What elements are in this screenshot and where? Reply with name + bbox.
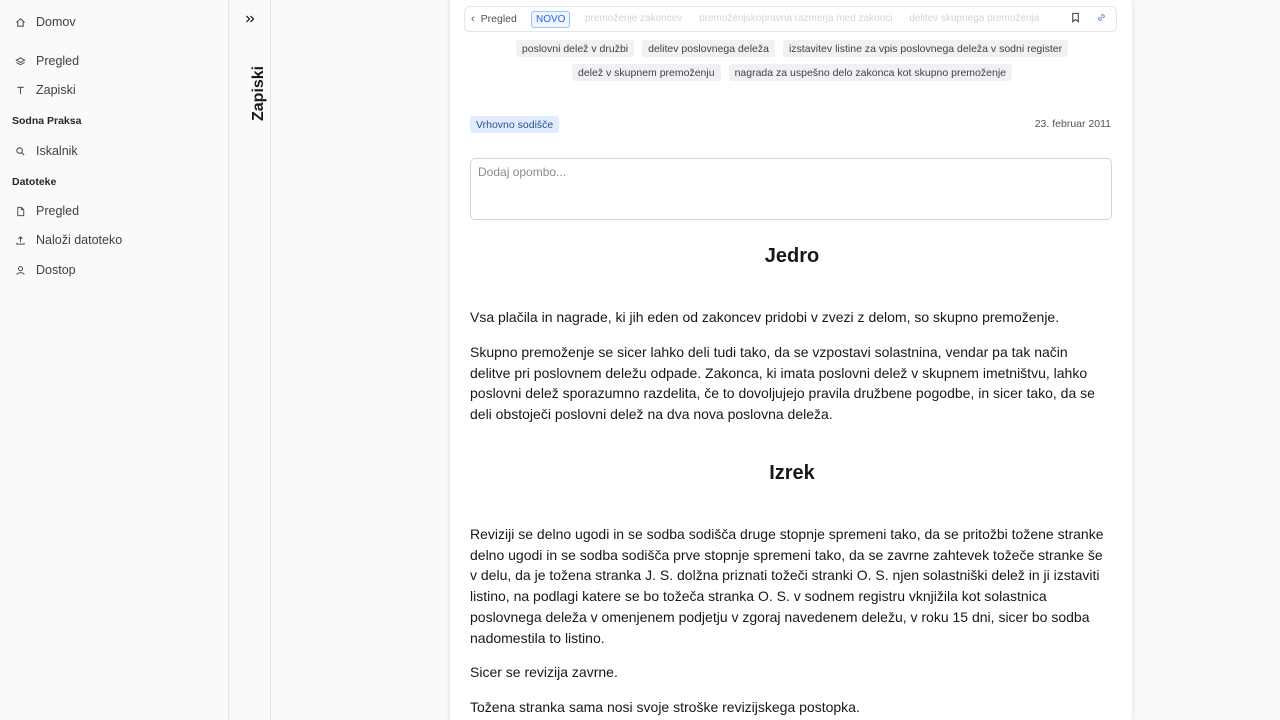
- notes-title: Zapiski: [250, 65, 267, 121]
- sidebar-item-label: Naloži datoteko: [36, 233, 123, 247]
- jedro-paragraph: Skupno premoženje se sicer lahko deli tudi tako, da se vzpostavi solastnina, vendar pa tak način delitve pri poslovnem deležu odpade. Zakonca, ki imata poslovni delež v skupnem imetništvu, lahko poslovni delež sporazumno razdelita, če to dovoljujejo pravila družbene pogodbe, in sicer tako, da se deli obstoječi poslovni delež na dva nova poslovna deleža.: [470, 344, 1095, 423]
- tag-item[interactable]: delitev poslovnega deleža: [642, 40, 775, 57]
- sidebar-item-zapiski[interactable]: [14, 79, 76, 101]
- group-label-datoteke: Datoteke: [12, 176, 57, 188]
- group-label-sodna-praksa: Sodna Praksa: [12, 115, 82, 127]
- new-badge: NOVO: [531, 11, 570, 28]
- tags-row: [450, 40, 1134, 57]
- court-badge: Vrhovno sodišče: [470, 116, 559, 133]
- sidebar-item-label: Pregled: [36, 54, 80, 68]
- layers-icon: [14, 55, 26, 67]
- tag-item[interactable]: izstavitev listine za vpis poslovnega deleža v sodni register: [783, 40, 1068, 57]
- link-icon: [1096, 10, 1107, 28]
- tags-row: [450, 64, 1134, 81]
- expand-notes-button[interactable]: [241, 12, 259, 30]
- sidebar-item-label: Iskalnik: [36, 144, 78, 158]
- text-icon: [14, 84, 26, 96]
- tag-item[interactable]: delež v skupnem premoženju: [572, 64, 721, 81]
- sidebar-item-label: Domov: [36, 15, 76, 29]
- section-title-jedro: Jedro: [764, 245, 820, 267]
- decision-date: 23. februar 2011: [1034, 118, 1111, 130]
- sidebar: [0, 0, 229, 720]
- file-icon: [14, 205, 26, 217]
- document-card: [449, 0, 1133, 720]
- document-toolbar: [464, 6, 1117, 32]
- sidebar-item-pregled[interactable]: [14, 50, 79, 72]
- scrolled-tags: [585, 13, 1055, 24]
- chevron-left-icon: ‹: [471, 13, 475, 25]
- ghost-tag: premoženje zakoncev: [585, 13, 683, 24]
- chevrons-right-icon: [244, 12, 256, 30]
- sidebar-item-nalozi-datoteko[interactable]: [14, 229, 122, 251]
- izrek-paragraph: Reviziji se delno ugodi in se sodba sodišča druge stopnje spremeni tako, da se pritožbi tožene stranke delno ugodi in se sodba sodišča prve stopnje spremeni tako, da se zavrne zahtevek tožeče stranke še v delu, da je tožena stranka J. S. dolžna priznati tožeči stranki O. S. njen solastniški delež in ji izstaviti listino, na podlagi katere se bo tožeča stranka O. S. v sodnem registru vknjižila kot solastnica poslovnega deleža v omenjenem podjetju v zgoraj navedenem deležu, v roku 15 dni, sicer bo sodba nadomestila to listino.: [470, 526, 1104, 646]
- sidebar-item-dostop[interactable]: [14, 259, 76, 281]
- ghost-tag: delitev skupnega premoženja: [909, 13, 1040, 24]
- search-icon: [14, 145, 26, 157]
- home-icon: [14, 16, 26, 28]
- tag-item[interactable]: poslovni delež v družbi: [516, 40, 634, 57]
- notes-panel: [229, 0, 271, 720]
- sidebar-item-label: Pregled: [36, 204, 80, 218]
- sidebar-item-iskalnik[interactable]: [14, 140, 78, 162]
- section-title-izrek: Izrek: [769, 462, 815, 484]
- back-link[interactable]: [471, 7, 517, 31]
- back-label: Pregled: [480, 13, 517, 25]
- note-input[interactable]: [470, 158, 1112, 220]
- bookmark-icon: [1070, 10, 1081, 28]
- izrek-paragraph: Tožena stranka sama nosi svoje stroške revizijskega postopka.: [470, 699, 860, 715]
- jedro-paragraph: Vsa plačila in nagrade, ki jih eden od zakoncev pridobi v zvezi z delom, so skupno premoženje.: [470, 309, 1060, 325]
- sidebar-item-datoteke-pregled[interactable]: [14, 200, 79, 222]
- ghost-tag: premoženjskopravna razmerja med zakonci: [699, 13, 893, 24]
- bookmark-button[interactable]: [1068, 12, 1082, 26]
- sidebar-item-label: Zapiski: [36, 83, 76, 97]
- user-icon: [14, 264, 26, 276]
- sidebar-item-label: Dostop: [36, 263, 76, 277]
- copy-link-button[interactable]: [1094, 12, 1108, 26]
- sidebar-item-domov[interactable]: [14, 11, 76, 33]
- tag-item[interactable]: nagrada za uspešno delo zakonca kot skupno premoženje: [729, 64, 1012, 81]
- upload-icon: [14, 234, 26, 246]
- izrek-paragraph: Sicer se revizija zavrne.: [470, 664, 618, 680]
